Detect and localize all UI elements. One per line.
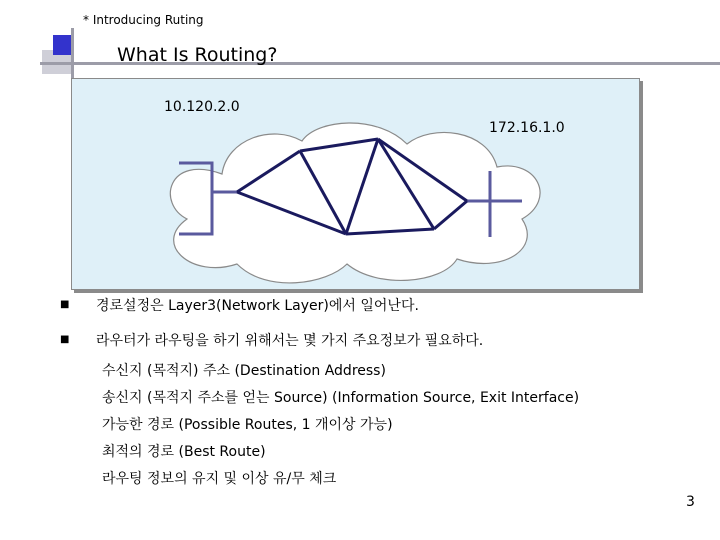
- sub-item-source: 송신지 (목적지 주소를 얻는 Source) (Information Source, Exit Interface): [102, 390, 580, 406]
- sub-item-maintenance: 라우팅 정보의 유지 및 이상 유/무 체크: [102, 471, 337, 487]
- bullet-marker: ■: [60, 299, 70, 310]
- sub-item-destination: 수신지 (목적지) 주소 (Destination Address): [102, 363, 386, 379]
- right-network-address: 172.16.1.0: [489, 120, 565, 136]
- bullet-text-1: 경로설정은 Layer3(Network Layer)에서 일어난다.: [96, 298, 419, 314]
- sub-item-possible-routes: 가능한 경로 (Possible Routes, 1 개이상 가능): [102, 417, 393, 433]
- slide-title: What Is Routing?: [117, 44, 278, 66]
- network-cloud-diagram: [72, 79, 639, 289]
- page-number: 3: [686, 494, 695, 510]
- title-decoration-vertical-rule: [71, 28, 74, 78]
- sub-item-best-route: 최적의 경로 (Best Route): [102, 444, 266, 460]
- left-network-address: 10.120.2.0: [164, 99, 240, 115]
- header-note: * Introducing Ruting: [83, 13, 204, 27]
- title-decoration-blue-square: [53, 35, 73, 55]
- routing-diagram: [71, 78, 640, 290]
- bullet-text-2: 라우터가 라우팅을 하기 위해서는 몇 가지 주요정보가 필요하다.: [96, 333, 484, 349]
- bullet-marker: ■: [60, 334, 70, 345]
